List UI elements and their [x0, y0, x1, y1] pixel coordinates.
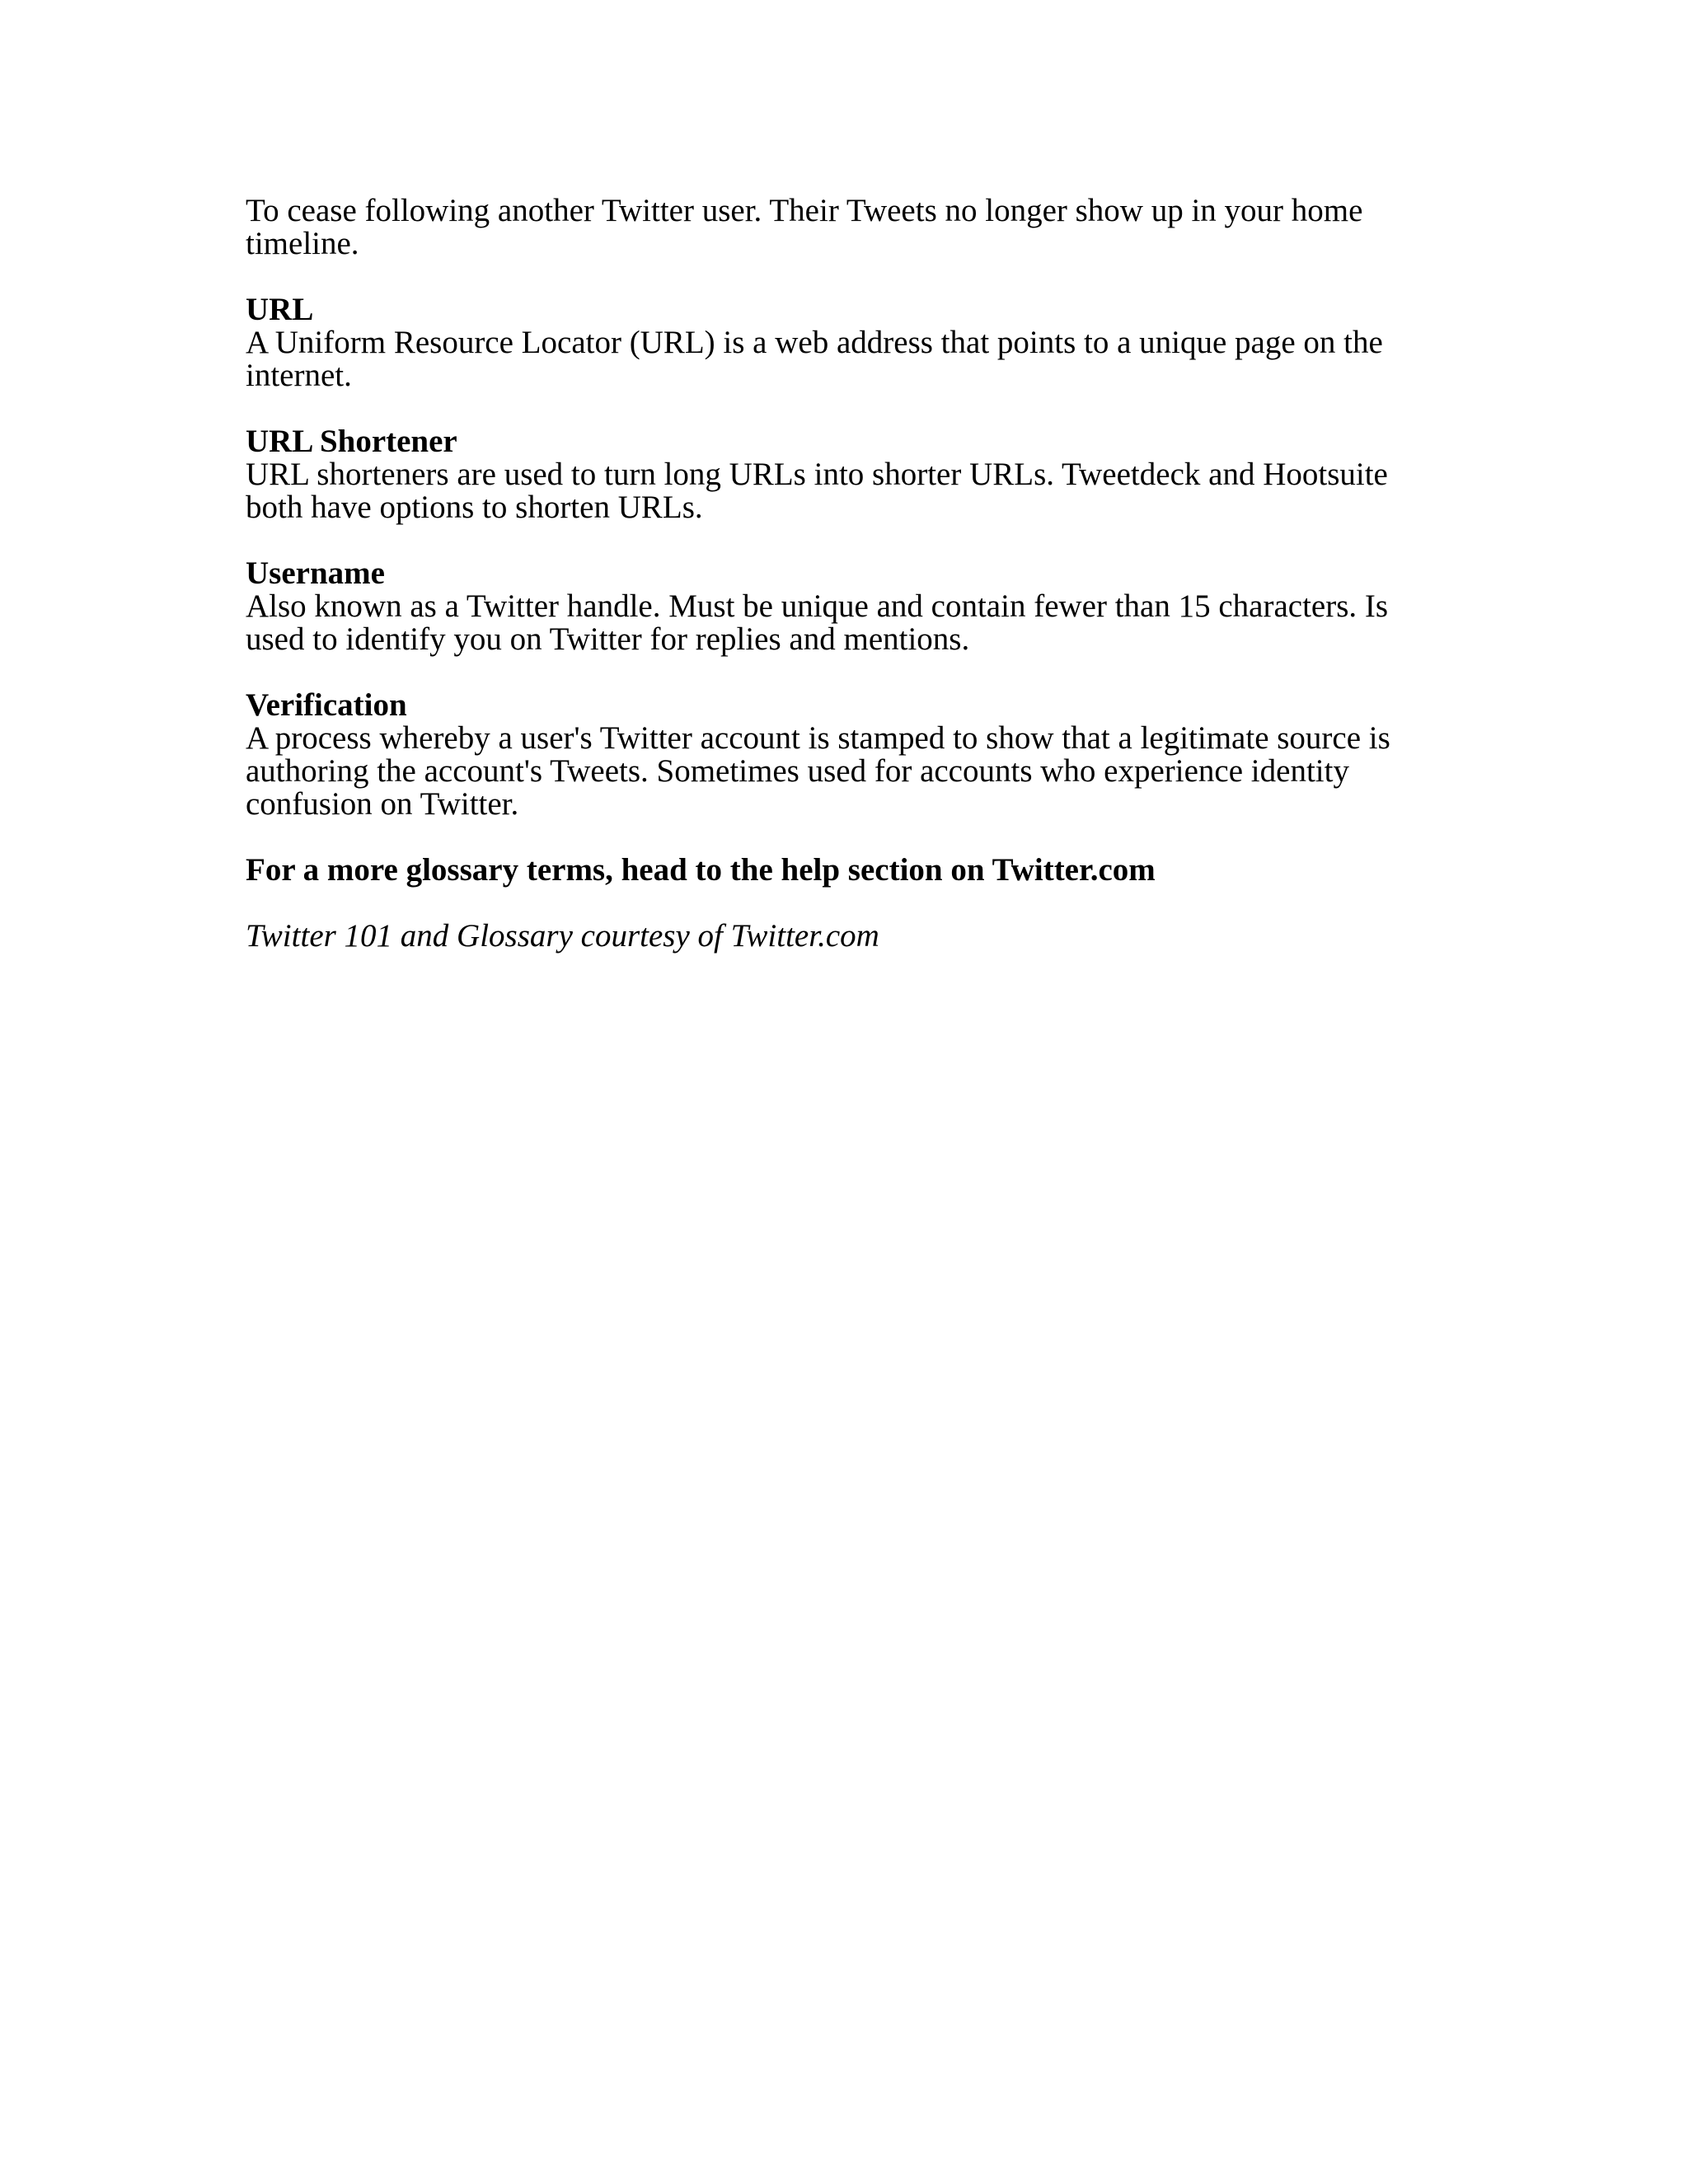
glossary-term: URL Shortener: [246, 424, 457, 459]
glossary-definition: A Uniform Resource Locator (URL) is a web address that points to a unique page on the internet.: [246, 325, 1383, 393]
intro-definition: To cease following another Twitter user. Their Tweets no longer show up in your home timeline.: [246, 193, 1363, 261]
glossary-definition: A process whereby a user's Twitter account is stamped to show that a legitimate source is authoring the account's Tweets. Sometimes used for accounts who experience identity confusion on Twitter.: [246, 720, 1390, 822]
glossary-entry-url: [246, 293, 1441, 392]
glossary-term: URL: [246, 292, 314, 327]
glossary-entry-url-shortener: [246, 425, 1441, 524]
glossary-definition: Also known as a Twitter handle. Must be unique and contain fewer than 15 characters. Is used to identify you on Twitter for replies and mentions.: [246, 588, 1389, 657]
glossary-entry-verification: [246, 689, 1441, 821]
more-glossary-note: For a more glossary terms, head to the help section on Twitter.com: [246, 852, 1156, 888]
credit-line: Twitter 101 and Glossary courtesy of Twitter.com: [246, 918, 879, 954]
glossary-definition: URL shorteners are used to turn long URLs into shorter URLs. Tweetdeck and Hootsuite both have options to shorten URLs.: [246, 457, 1388, 525]
glossary-term: Username: [246, 555, 385, 591]
document-page: [246, 194, 1441, 953]
glossary-entry-username: [246, 557, 1441, 656]
glossary-term: Verification: [246, 687, 407, 723]
